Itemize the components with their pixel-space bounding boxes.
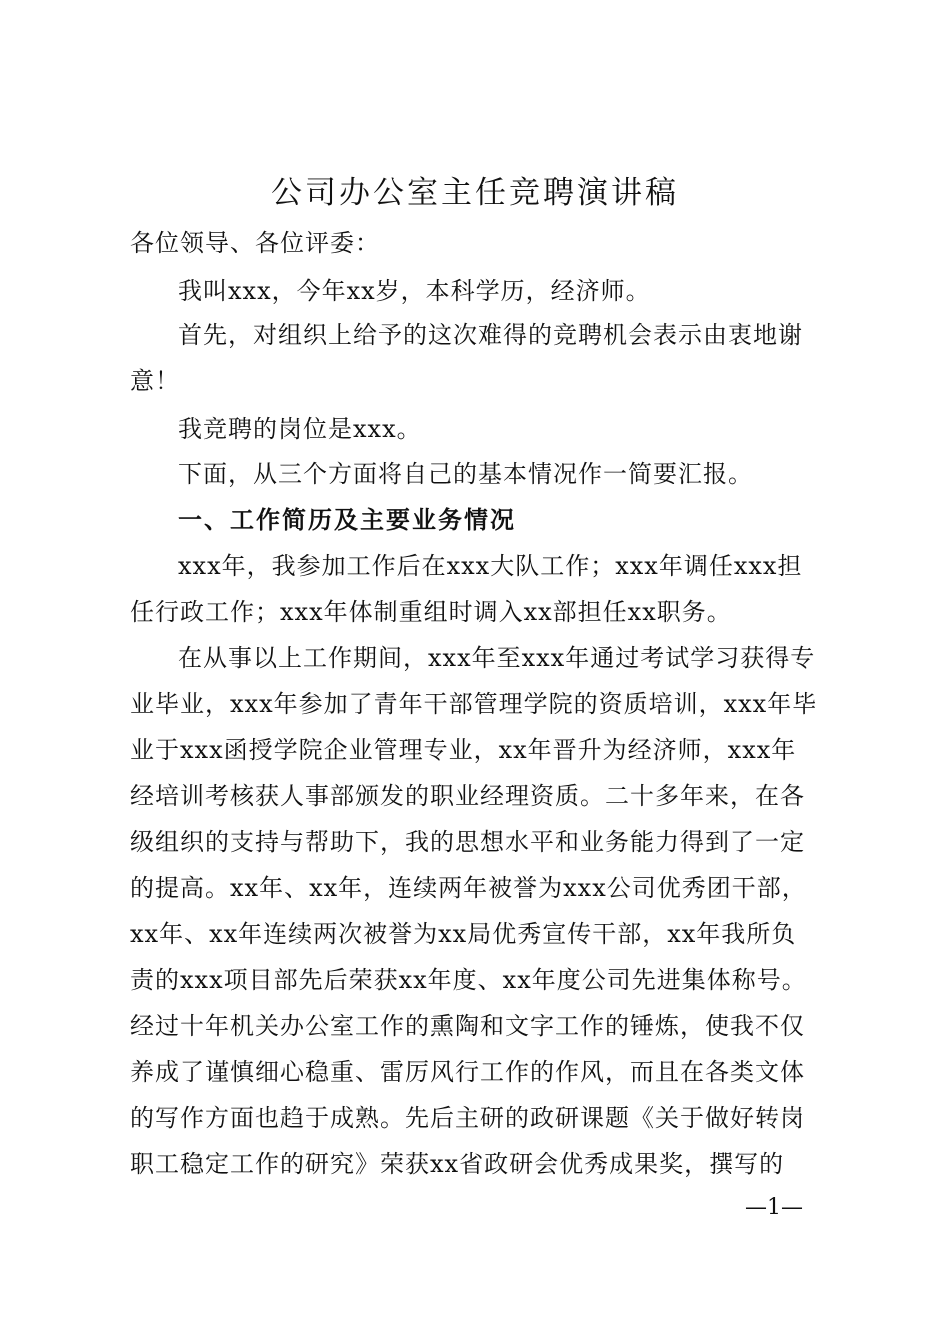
paragraph-achievements-line-8: 责的xxx项目部先后荣获xx年度、xx年度公司先进集体称号。	[130, 966, 807, 994]
paragraph-achievements-line-3: 业于xxx函授学院企业管理专业，xx年晋升为经济师，xxx年	[130, 736, 797, 764]
paragraph-intro: 我叫xxx，今年xx岁，本科学历，经济师。	[178, 277, 651, 305]
paragraph-achievements-line-10: 养成了谨慎细心稳重、雷厉风行工作的作风，而且在各类文体	[130, 1058, 805, 1086]
page-number: —1—	[745, 1195, 803, 1220]
paragraph-achievements-line-7: xx年、xx年连续两次被誉为xx局优秀宣传干部，xx年我所负	[130, 920, 797, 948]
paragraph-thanks-line-2: 意！	[130, 367, 180, 395]
section-heading-1: 一、工作简历及主要业务情况	[178, 506, 516, 534]
paragraph-achievements-line-12: 职工稳定工作的研究》荣获xx省政研会优秀成果奖，撰写的	[130, 1150, 785, 1178]
paragraph-achievements-line-11: 的写作方面也趋于成熟。先后主研的政研课题《关于做好转岗	[130, 1104, 805, 1132]
paragraph-position: 我竞聘的岗位是xxx。	[178, 415, 422, 443]
paragraph-achievements-line-9: 经过十年机关办公室工作的熏陶和文字工作的锤炼，使我不仅	[130, 1012, 805, 1040]
paragraph-work-history-line-1: xxx年，我参加工作后在xxx大队工作；xxx年调任xxx担	[178, 552, 803, 580]
paragraph-achievements-line-4: 经培训考核获人事部颁发的职业经理资质。二十多年来，在各	[130, 782, 805, 810]
document-title: 公司办公室主任竞聘演讲稿	[271, 175, 679, 211]
paragraph-achievements-line-2: 业毕业，xxx年参加了青年干部管理学院的资质培训，xxx年毕	[130, 690, 818, 718]
salutation: 各位领导、各位评委：	[130, 229, 380, 257]
paragraph-achievements-line-1: 在从事以上工作期间，xxx年至xxx年通过考试学习获得专	[178, 644, 816, 672]
paragraph-work-history-line-2: 任行政工作；xxx年体制重组时调入xx部担任xx职务。	[130, 598, 732, 626]
paragraph-overview: 下面，从三个方面将自己的基本情况作一简要汇报。	[178, 460, 753, 488]
paragraph-achievements-line-6: 的提高。xx年、xx年，连续两年被誉为xxx公司优秀团干部，	[130, 874, 807, 902]
paragraph-thanks-line-1: 首先，对组织上给予的这次难得的竞聘机会表示由衷地谢	[178, 321, 803, 349]
paragraph-achievements-line-5: 级组织的支持与帮助下，我的思想水平和业务能力得到了一定	[130, 828, 805, 856]
